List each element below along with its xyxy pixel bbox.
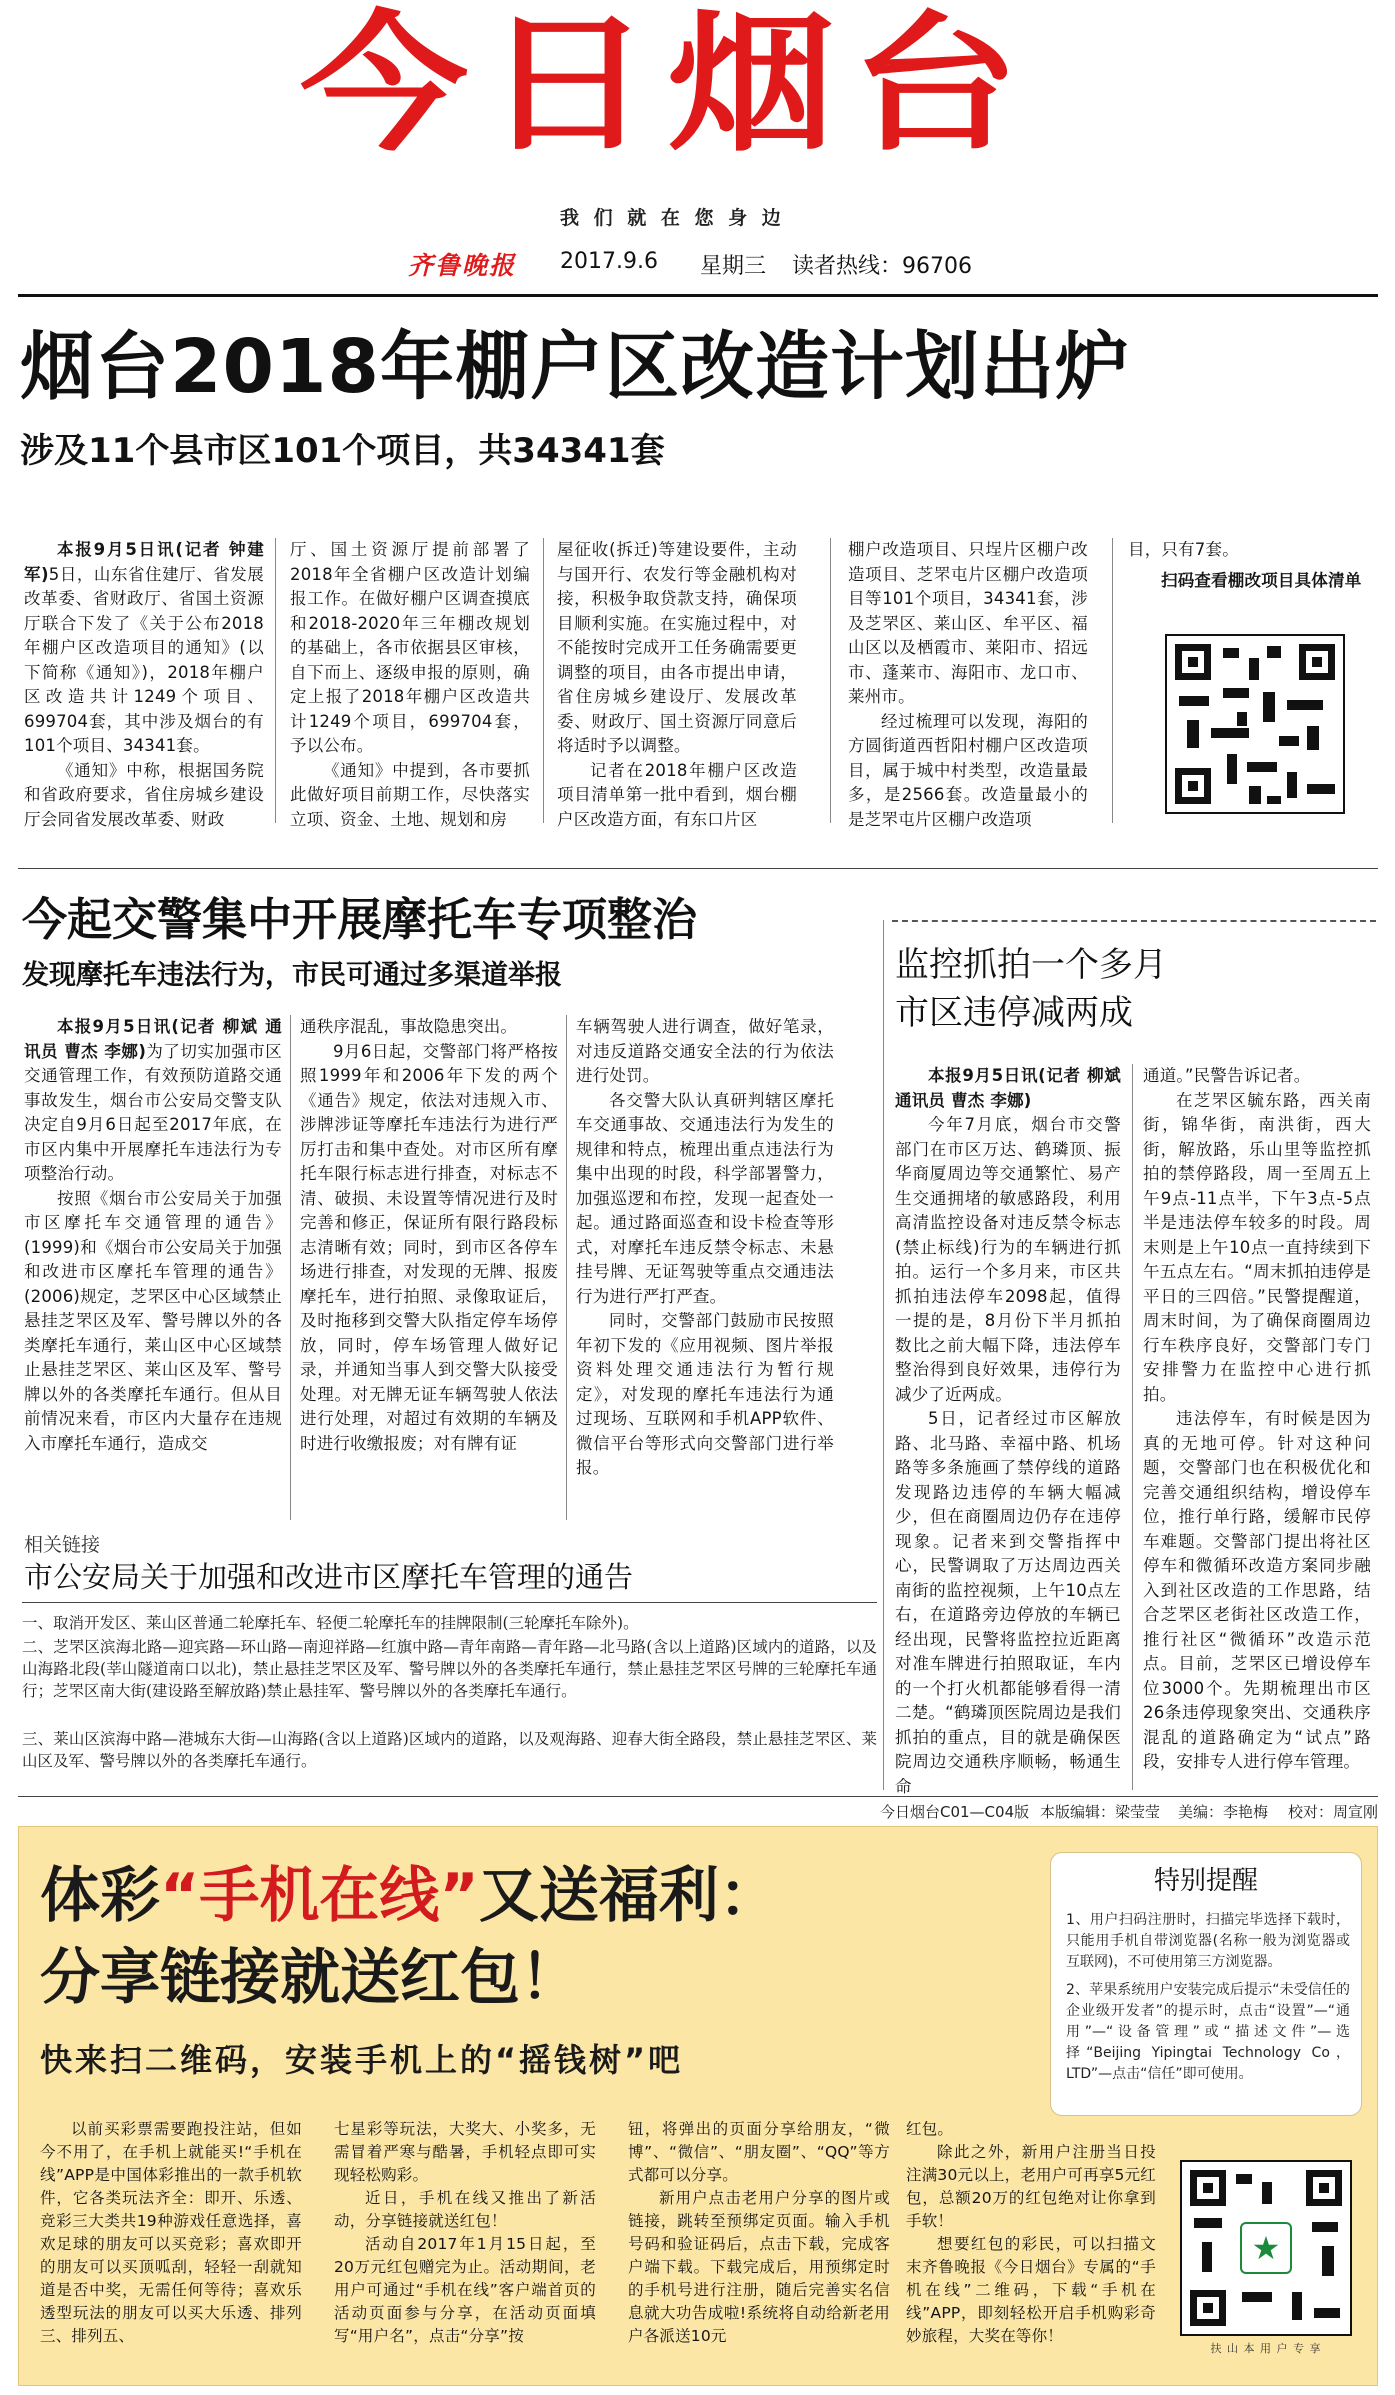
- notice-item-1: 一、取消开发区、莱山区普通二轮摩托车、轻便二轮摩托车的挂牌限制(三轮摩托车除外)。: [22, 1614, 639, 1632]
- ad-qr-caption: 扶 山 本 用 户 专 享: [1210, 2342, 1322, 2355]
- masthead-title: 今日烟台: [300, 0, 1035, 172]
- story2-column-2: [300, 1015, 558, 1456]
- story1-qr-caption: 扫码查看棚改项目具体清单: [1161, 570, 1362, 590]
- story3-col2c-text: 违法停车，有时候是因为真的无地可停。针对这种问题，交警部门也在积极优化和完善交通组织结构，增设停车位，推行单行路，缓解市民停车难题。交警部门提出将社区停车和微循环改造方案同步融入到社区改造的工作思路，结合芝罘区老街社区改造工作，推行社区“微循环”改造示范点。目前，芝罘区已增设停车位3000个。先期梳理出市区26条违停现象突出、交通秩序混乱的道路确定为“试点”路段，安排专人进行停车管理。: [1143, 1409, 1371, 1771]
- story2-column-1: [24, 1015, 282, 1456]
- story3-top-divider: [892, 920, 1376, 922]
- story3-col1-text: 今年7月底，烟台市交警部门在市区万达、鹤璘顶、振华商厦周边等交通繁忙、易产生交通拥堵的敏感路段，利用高清监控设备对违反禁令标志(禁止标线)行为的车辆进行抓拍。运行一个多月来，市区共抓拍违法停车2098起，值得一提的是，8月份下半月抓拍数比之前大幅下降，违法停车整治得到良好效果，违停行为减少了近两成。: [895, 1115, 1121, 1404]
- story3-headline-line2: 市区违停减两成: [895, 993, 1133, 1033]
- notice-item-2: 二、芝罘区滨海北路—迎宾路—环山路—南迎祥路—红旗中路—青年南路—青年路—北马路(含以上道路)区域内的道路，以及山海路北段(莘山隧道南口以北)，禁止悬挂芝罘区及军、警号牌以外的各类摩托车通行，禁止悬挂芝罘区号牌的三轮摩托车通行；芝罘区南大街(建设路至解放路)禁止悬挂军、警号牌以外的各类摩托车通行。: [22, 1638, 877, 1700]
- story1-col5-text: 目，只有7套。: [1128, 540, 1239, 559]
- related-links-label: 相关链接: [24, 1534, 101, 1556]
- story1-column-5: [1128, 538, 1368, 593]
- story2-subhead: 发现摩托车违法行为，市民可通过多渠道举报: [22, 960, 562, 991]
- ad-subline: 快来扫二维码，安装手机上的“摇钱树”吧: [40, 2041, 684, 2079]
- ad-notice-item-2: 2、苹果系统用户安装完成后提示“未受信任的企业级开发者”的提示时，点击“设置”—“通用”—“设备管理”或“描述文件”—选择“Beijing Yipingtai Technology Co，LTD”—点击“信任”即可使用。: [1066, 1982, 1350, 2082]
- story2-col2-text: 通秩序混乱，事故隐患突出。: [300, 1017, 518, 1036]
- ad-notice-item-1: 1、用户扫码注册时，扫描完毕选择下载时，只能用手机自带浏览器(名称一般为浏览器或互联网)，不可使用第三方浏览器。: [1066, 1912, 1350, 1970]
- story1-col2b-text: 《通知》中提到，各市要抓此做好项目前期工作，尽快落实立项、资金、土地、规划和房: [290, 760, 530, 829]
- ad-col4c-text: 想要红包的彩民，可以扫描文末齐鲁晚报《今日烟台》专属的“手机在线”二维码，下载“手机在线”APP，即刻轻松开启手机购彩奇妙旅程，大奖在等你！: [906, 2235, 1156, 2345]
- story1-col3b-text: 记者在2018年棚户区改造项目清单第一批中看到，烟台棚户区改造方面，有东口片区: [557, 760, 797, 829]
- ad-col2c-text: 活动自2017年1月15日起，至20万元红包赠完为止。活动期间，老用户可通过“手机在线”客户端首页的活动页面参与分享，在活动页面填写“用户名”，点击“分享”按: [334, 2235, 596, 2345]
- ad-headline-part1: 体彩: [40, 1861, 160, 1931]
- ad-headline-line2: 分享链接就送红包！: [40, 1943, 580, 2013]
- footer-proofreader: 校对：周宣刚: [1288, 1803, 1379, 1821]
- story2-headline: 今起交警集中开展摩托车专项整治: [22, 893, 698, 946]
- story2-column-3: [576, 1015, 834, 1481]
- notice-item-3: 三、莱山区滨海中路—港城东大街—山海路(含以上道路)区域内的道路，以及观海路、迎春大街全路段，禁止悬挂芝罘区、莱山区及军、警号牌以外的各类摩托车通行。: [22, 1730, 877, 1770]
- ad-col2b-text: 近日，手机在线又推出了新活动，分享链接就送红包！: [334, 2189, 596, 2230]
- story1-col4b-text: 经过梳理可以发现，海阳的方圆街道西哲阳村棚户区改造项目，属于城中村类型，改造量最多，是2566套。改造量最小的是芝罘屯片区棚户改造项: [848, 711, 1088, 829]
- story1-subhead: 涉及11个县市区101个项目，共34341套: [20, 431, 665, 471]
- footer-edition: 今日烟台C01—C04版: [880, 1803, 1030, 1821]
- story1-column-3: [557, 538, 797, 832]
- ad-col4b-text: 除此之外，新用户注册当日投注满30元以上，老用户可再享5元红包，总额20万的红包绝对让你拿到手软！: [906, 2143, 1156, 2230]
- ad-headline-quote: “手机在线”: [160, 1861, 479, 1931]
- masthead: [0, 0, 1395, 290]
- footer-designer: 美编：李艳梅: [1178, 1803, 1269, 1821]
- related-links-title: 市公安局关于加强和改进市区摩托车管理的通告: [24, 1560, 634, 1594]
- ad-qr-code[interactable]: [1180, 2160, 1352, 2336]
- story3-column-1: [895, 1064, 1121, 1799]
- ad-headline-line1: [40, 1858, 1050, 1934]
- story1-byline: 本报9月5日讯(记者 钟建军): [24, 540, 264, 584]
- story2-col3c-text: 同时，交警部门鼓励市民按照年初下发的《应用视频、图片举报资料处理交通违法行为暂行规定》，对发现的摩托车违法行为通过现场、互联网和手机APP软件、微信平台等形式向交警部门进行举报。: [576, 1311, 834, 1477]
- story3-byline: 本报9月5日讯(记者 柳斌 通讯员 曹杰 李娜): [895, 1066, 1121, 1110]
- paper-logo: 齐鲁晚报: [408, 251, 517, 280]
- story1-col2-text: 厅、国土资源厅提前部署了2018年全省棚户区改造计划编报工作。在做好棚户区调查摸底和2018-2020年三年棚改规划的基础上，各市依据县区审核，自下而上、逐级申报的原则，确定上报了2018年棚户区改造共计1249个项目，699704套，予以公布。: [290, 540, 530, 755]
- ad-col4-text: 红包。: [906, 2120, 954, 2138]
- story1-col4-text: 棚户改造项目、只埕片区棚户改造项目、芝罘屯片区棚户改造项目等101个项目，34341套，涉及芝罘区、莱山区、牟平区、福山区以及栖霞市、莱阳市、招远市、蓬莱市、海阳市、龙口市、莱州市。: [848, 540, 1088, 706]
- ad-col2-text: 七星彩等玩法，大奖大、小奖多，无需冒着严寒与酷暑，手机轻点即可实现轻松购彩。: [334, 2120, 596, 2184]
- story2-col3b-text: 各交警大队认真研判辖区摩托车交通事故、交通违法行为发生的规律和特点，梳理出重点违法行为集中出现的时段，科学部署警力，加强巡逻和布控，发现一起查处一起。通过路面巡查和设卡检查等形式，对摩托车违反禁令标志、未悬挂号牌、无证驾驶等重点交通违法行为进行严打严查。: [576, 1090, 834, 1306]
- story3-col1b-text: 5日，记者经过市区解放路、北马路、幸福中路、机场路等多条施画了禁停线的道路发现路边违停的车辆大幅减少，但在商圈周边仍存在违停现象。记者来到交警指挥中心，民警调取了万达周边西关南街的监控视频，上午10点左右，在道路旁边停放的车辆已经出现，民警将监控拉近距离对准车牌进行拍照取证，车内的一个打火机都能够看得一清二楚。“鹤璘顶医院周边是我们抓拍的重点，目的就是确保医院周边交通秩序顺畅，畅通生命: [895, 1409, 1121, 1796]
- footer-editor: 本版编辑：梁莹莹: [1040, 1803, 1161, 1821]
- ad-qr-logo-icon: ★: [1240, 2222, 1292, 2274]
- ad-col3b-text: 新用户点击老用户分享的图片或链接，跳转至预绑定页面。输入手机号码和验证码后，点击下载，完成客户端下载。下载完成后，用预绑定时的手机号进行注册，随后完善实名信息就大功告成啦!系统将自动给新老用户各派送10元: [628, 2189, 890, 2345]
- story3-col2-text: 通道。”民警告诉记者。: [1143, 1066, 1311, 1085]
- ad-col3-text: 钮，将弹出的页面分享给朋友，“微博”、“微信”、“朋友圈”、“QQ”等方式都可以分享。: [628, 2120, 890, 2184]
- story2-col1b-text: 按照《烟台市公安局关于加强市区摩托车交通管理的通告》(1999)和《烟台市公安局关于加强和改进市区摩托车管理的通告》(2006)规定，芝罘区中心区域禁止悬挂芝罘区及军、警号牌以外的各类摩托车通行，莱山区中心区域禁止悬挂芝罘区、莱山区及军、警号牌以外的各类摩托车通行。但从目前情况来看，市区内大量存在违规入市摩托车通行，造成交: [24, 1188, 282, 1453]
- story1-headline: 烟台2018年棚户区改造计划出炉: [20, 324, 1130, 410]
- ad-headline-part2: 又送福利：: [478, 1861, 779, 1931]
- masthead-divider: [18, 294, 1378, 297]
- ad-column-1: [40, 2118, 302, 2348]
- ad-column-2: [334, 2118, 596, 2348]
- story1-column-4: [848, 538, 1088, 832]
- reader-hotline: 读者热线：96706: [792, 254, 972, 279]
- story2-col3-text: 车辆驾驶人进行调查，做好笔录，对违反道路交通安全法的行为依法进行处罚。: [576, 1017, 834, 1085]
- footer-divider: [18, 1796, 1378, 1797]
- story2-byline: 本报9月5日讯(记者 柳斌 通讯员 曹杰 李娜): [24, 1017, 282, 1061]
- story3-column-2: [1143, 1064, 1371, 1775]
- issue-date: 2017.9.6: [560, 249, 658, 274]
- masthead-slogan: 我 们 就 在 您 身 边: [560, 207, 785, 229]
- story1-col1b-text: 《通知》中称，根据国务院和省政府要求，省住房城乡建设厅会同省发展改革委、财政: [24, 760, 264, 829]
- story1-divider: [18, 868, 1378, 869]
- issue-weekday: 星期三: [700, 254, 767, 279]
- story2-col1-text: 为了切实加强市区交通管理工作，有效预防道路交通事故发生，烟台市公安局交警支队决定自9月6日起至2017年底，在市区内集中开展摩托车违法行为专项整治行动。: [24, 1041, 282, 1183]
- ad-column-4: [906, 2118, 1156, 2348]
- story1-qr-code[interactable]: [1165, 634, 1345, 814]
- story1-col3-text: 屋征收(拆迁)等建设要件，主动与国开行、农发行等金融机构对接，积极争取贷款支持，确保项目顺利实施。在实施过程中，对不能按时完成开工任务确需要更调整的项目，由各市提出申请，省住房城乡建设厅、发展改革委、财政厅、国土资源厅同意后将适时予以调整。: [557, 540, 797, 755]
- ad-column-3: [628, 2118, 890, 2348]
- story1-column-2: [290, 538, 530, 832]
- ad-col1-text: 以前买彩票需要跑投注站，但如今不用了，在手机上就能买!“手机在线”APP是中国体彩推出的一款手机软件，它各类玩法齐全：即开、乐透、竞彩三大类共19种游戏任意选择，喜欢足球的朋友可以买竞彩；喜欢即开的朋友可以买顶呱刮，轻轻一刮就知道是否中奖，无需任何等待；喜欢乐透型玩法的朋友可以买大乐透、排列三、排列五、: [40, 2120, 302, 2345]
- story1-col1-text: 5日，山东省住建厅、省发展改革委、省财政厅、省国土资源厅联合下发了《关于公布2018年棚户区改造项目的通知》(以下简称《通知》)，2018年棚户区改造共计1249个项目、699704套，其中涉及烟台的有101个项目、34341套。: [24, 564, 264, 755]
- story1-column-1: [24, 538, 264, 832]
- story3-headline-line1: 监控抓拍一个多月: [895, 945, 1167, 985]
- ad-notice-title: 特别提醒: [1153, 1866, 1258, 1896]
- story2-col2b-text: 9月6日起，交警部门将严格按照1999年和2006年下发的两个《通告》规定，依法对违规入市、涉牌涉证等摩托车违法行为进行严厉打击和集中查处。对市区所有摩托车限行标志进行排查，对标志不清、破损、未设置等情况进行及时完善和修正，保证所有限行路段标志清晰有效；同时，到市区各停车场进行排查，对发现的无牌、报废摩托车，进行拍照、录像取证后，及时拖移到交警大队指定停车场停放，同时，停车场管理人做好记录，并通知当事人到交警大队接受处理。对无牌无证车辆驾驶人依法进行处理，对超过有效期的车辆及时进行收缴报废；对有牌有证: [300, 1041, 558, 1453]
- story3-col2b-text: 在芝罘区毓东路，西关南街，锦华街，南洪街，西大街，解放路，乐山里等监控抓拍的禁停路段，周一至周五上午9点-11点半，下午3点-5点半是违法停车较多的时段。周末则是上午10点一直持续到下午五点左右。“周末抓拍违停是平日的三四倍。”民警提醒道，周末时间，为了确保商圈周边行车秩序良好，交警部门专门安排警力在监控中心进行抓拍。: [1143, 1090, 1371, 1404]
